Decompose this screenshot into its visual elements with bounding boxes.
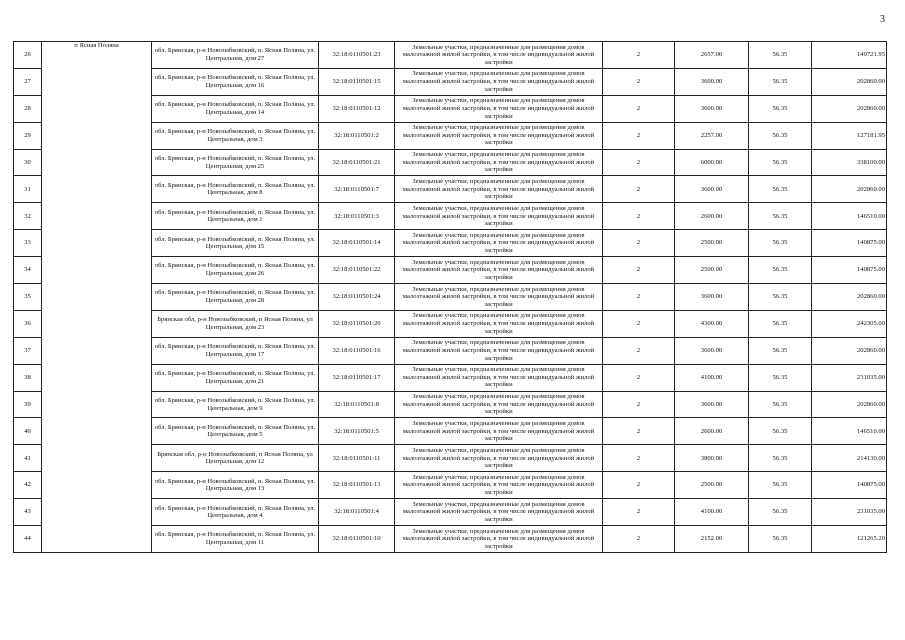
land-use-description: Земельные участки, предназначенные для размещения домов малоэтажной жилой застройки, в том числе индивидуальной жилой застройки	[395, 149, 603, 176]
cadastral-number: 32:18:0110501:13	[319, 472, 395, 499]
parcel-address: обл. Брянская, р-н Новозыбковский, п. Ясная Поляна, ул. Центральная, дом 13	[152, 472, 319, 499]
cadastral-value: 338100.00	[812, 149, 887, 176]
cadastral-number: 32:18:0110501:5	[319, 418, 395, 445]
cadastral-number: 32:18:0110501:2	[319, 122, 395, 149]
row-number: 37	[14, 337, 42, 364]
land-use-description: Земельные участки, предназначенные для размещения домов малоэтажной жилой застройки, в том числе индивидуальной жилой застройки	[395, 68, 603, 95]
specific-value: 56.35	[749, 337, 812, 364]
specific-value: 56.35	[749, 310, 812, 337]
specific-value: 56.35	[749, 176, 812, 203]
specific-value: 56.35	[749, 526, 812, 553]
parcel-address: обл. Брянская, р-н Новозыбковский, п. Ясная Поляна, ул. Центральная, дом 27	[152, 42, 319, 69]
land-use-description: Земельные участки, предназначенные для размещения домов малоэтажной жилой застройки, в том числе индивидуальной жилой застройки	[395, 364, 603, 391]
specific-value: 56.35	[749, 391, 812, 418]
row-number: 44	[14, 526, 42, 553]
row-number: 33	[14, 230, 42, 257]
table-row	[14, 42, 887, 69]
row-number: 40	[14, 418, 42, 445]
cadastral-value: 231035.00	[812, 364, 887, 391]
row-number: 39	[14, 391, 42, 418]
land-class: 2	[603, 176, 675, 203]
land-use-description: Земельные участки, предназначенные для размещения домов малоэтажной жилой застройки, в том числе индивидуальной жилой застройки	[395, 257, 603, 284]
specific-value: 56.35	[749, 284, 812, 311]
row-number: 43	[14, 499, 42, 526]
land-class: 2	[603, 42, 675, 69]
land-class: 2	[603, 526, 675, 553]
parcel-area: 3800.00	[675, 445, 749, 472]
specific-value: 56.35	[749, 203, 812, 230]
parcel-address: Брянская обл, р-н Новозыбковский, п Ясная Поляна, ул Центральная, дом 12	[152, 445, 319, 472]
land-use-description: Земельные участки, предназначенные для размещения домов малоэтажной жилой застройки, в том числе индивидуальной жилой застройки	[395, 310, 603, 337]
parcel-address: обл. Брянская, р-н Новозыбковский, п. Ясная Поляна, ул. Центральная, дом 1	[152, 203, 319, 230]
parcel-address: обл. Брянская, р-н Новозыбковский, п. Ясная Поляна, ул. Центральная, дом 11	[152, 526, 319, 553]
cadastral-number: 32:18:0110501:24	[319, 284, 395, 311]
land-use-description: Земельные участки, предназначенные для размещения домов малоэтажной жилой застройки, в том числе индивидуальной жилой застройки	[395, 418, 603, 445]
parcel-address: обл. Брянская, р-н Новозыбковский, п. Ясная Поляна, ул. Центральная, дом 28	[152, 284, 319, 311]
parcel-area: 2657.00	[675, 42, 749, 69]
cadastral-number: 32:18:0110501:4	[319, 499, 395, 526]
row-number: 41	[14, 445, 42, 472]
cadastral-value: 146510.00	[812, 418, 887, 445]
cadastral-value: 121265.20	[812, 526, 887, 553]
parcel-area: 3600.00	[675, 176, 749, 203]
specific-value: 56.35	[749, 499, 812, 526]
land-use-description: Земельные участки, предназначенные для размещения домов малоэтажной жилой застройки, в том числе индивидуальной жилой застройки	[395, 122, 603, 149]
row-number: 26	[14, 42, 42, 69]
cadastral-value: 202860.00	[812, 68, 887, 95]
cadastral-value: 202860.00	[812, 176, 887, 203]
cadastral-number: 32:18:0110501:8	[319, 391, 395, 418]
parcel-address: обл. Брянская, р-н Новозыбковский, п. Ясная Поляна, ул. Центральная, дом 21	[152, 364, 319, 391]
parcel-area: 2500.00	[675, 472, 749, 499]
parcel-address: обл. Брянская, р-н Новозыбковский, п. Ясная Поляна, ул. Центральная, дом 17	[152, 337, 319, 364]
cadastral-value: 202860.00	[812, 284, 887, 311]
cadastral-number: 32:18:0110501:17	[319, 364, 395, 391]
cadastral-value: 202860.00	[812, 391, 887, 418]
parcel-area: 2500.00	[675, 230, 749, 257]
land-use-description: Земельные участки, предназначенные для размещения домов малоэтажной жилой застройки, в том числе индивидуальной жилой застройки	[395, 499, 603, 526]
parcel-area: 3600.00	[675, 95, 749, 122]
land-class: 2	[603, 391, 675, 418]
parcel-area: 3600.00	[675, 284, 749, 311]
parcel-address: обл. Брянская, р-н Новозыбковский, п. Ясная Поляна, ул. Центральная, дом 4	[152, 499, 319, 526]
land-class: 2	[603, 203, 675, 230]
cadastral-value: 149721.95	[812, 42, 887, 69]
cadastral-number: 32:18:0110501:11	[319, 445, 395, 472]
parcel-address: обл. Брянская, р-н Новозыбковский, п. Ясная Поляна, ул. Центральная, дом 25	[152, 149, 319, 176]
parcel-area: 3600.00	[675, 391, 749, 418]
land-class: 2	[603, 418, 675, 445]
specific-value: 56.35	[749, 95, 812, 122]
parcel-address: Брянская обл, р-н Новозыбковский, п Ясная Поляна, ул Центральная, дом 23	[152, 310, 319, 337]
parcel-area: 2257.00	[675, 122, 749, 149]
parcel-address: обл. Брянская, р-н Новозыбковский, п. Ясная Поляна, ул. Центральная, дом 9	[152, 391, 319, 418]
cadastral-value: 242305.00	[812, 310, 887, 337]
settlement-name: п Ясная Поляна	[42, 42, 152, 553]
parcel-area: 3600.00	[675, 337, 749, 364]
cadastral-value: 214130.00	[812, 445, 887, 472]
land-class: 2	[603, 257, 675, 284]
cadastral-number: 32:18:0110501:22	[319, 257, 395, 284]
land-use-description: Земельные участки, предназначенные для размещения домов малоэтажной жилой застройки, в том числе индивидуальной жилой застройки	[395, 391, 603, 418]
row-number: 32	[14, 203, 42, 230]
cadastral-number: 32:18:0110501:21	[319, 149, 395, 176]
row-number: 42	[14, 472, 42, 499]
parcel-area: 2152.00	[675, 526, 749, 553]
cadastral-number: 32:18:0110501:7	[319, 176, 395, 203]
land-parcel-table	[13, 41, 887, 553]
page-number: 3	[880, 14, 885, 25]
specific-value: 56.35	[749, 68, 812, 95]
parcel-address: обл. Брянская, р-н Новозыбковский, п. Ясная Поляна, ул. Центральная, дом 26	[152, 257, 319, 284]
specific-value: 56.35	[749, 230, 812, 257]
cadastral-value: 127181.95	[812, 122, 887, 149]
land-use-description: Земельные участки, предназначенные для размещения домов малоэтажной жилой застройки, в том числе индивидуальной жилой застройки	[395, 176, 603, 203]
specific-value: 56.35	[749, 364, 812, 391]
land-class: 2	[603, 472, 675, 499]
cadastral-number: 32:18:0110501:23	[319, 42, 395, 69]
row-number: 36	[14, 310, 42, 337]
specific-value: 56.35	[749, 122, 812, 149]
row-number: 34	[14, 257, 42, 284]
cadastral-value: 231035.00	[812, 499, 887, 526]
land-class: 2	[603, 95, 675, 122]
land-class: 2	[603, 337, 675, 364]
cadastral-value: 140875.00	[812, 230, 887, 257]
land-use-description: Земельные участки, предназначенные для размещения домов малоэтажной жилой застройки, в том числе индивидуальной жилой застройки	[395, 445, 603, 472]
row-number: 29	[14, 122, 42, 149]
parcel-address: обл. Брянская, р-н Новозыбковский, п. Ясная Поляна, ул. Центральная, дом 5	[152, 418, 319, 445]
land-class: 2	[603, 122, 675, 149]
land-use-description: Земельные участки, предназначенные для размещения домов малоэтажной жилой застройки, в том числе индивидуальной жилой застройки	[395, 284, 603, 311]
land-use-description: Земельные участки, предназначенные для размещения домов малоэтажной жилой застройки, в том числе индивидуальной жилой застройки	[395, 526, 603, 553]
specific-value: 56.35	[749, 472, 812, 499]
land-use-description: Земельные участки, предназначенные для размещения домов малоэтажной жилой застройки, в том числе индивидуальной жилой застройки	[395, 203, 603, 230]
parcel-area: 4300.00	[675, 310, 749, 337]
land-class: 2	[603, 149, 675, 176]
specific-value: 56.35	[749, 445, 812, 472]
land-class: 2	[603, 230, 675, 257]
parcel-address: обл. Брянская, р-н Новозыбковский, п. Ясная Поляна, ул. Центральная, дом 8	[152, 176, 319, 203]
parcel-area: 6000.00	[675, 149, 749, 176]
row-number: 38	[14, 364, 42, 391]
parcel-address: обл. Брянская, р-н Новозыбковский, п. Ясная Поляна, ул. Центральная, дом 16	[152, 68, 319, 95]
parcel-address: обл. Брянская, р-н Новозыбковский, п. Ясная Поляна, ул. Центральная, дом 3	[152, 122, 319, 149]
land-class: 2	[603, 364, 675, 391]
cadastral-number: 32:18:0110501:3	[319, 203, 395, 230]
land-class: 2	[603, 68, 675, 95]
cadastral-number: 32:18:0110501:14	[319, 230, 395, 257]
row-number: 28	[14, 95, 42, 122]
land-use-description: Земельные участки, предназначенные для размещения домов малоэтажной жилой застройки, в том числе индивидуальной жилой застройки	[395, 95, 603, 122]
parcel-area: 2600.00	[675, 418, 749, 445]
parcel-area: 3600.00	[675, 68, 749, 95]
cadastral-value: 140875.00	[812, 257, 887, 284]
cadastral-value: 202860.00	[812, 337, 887, 364]
parcel-address: обл. Брянская, р-н Новозыбковский, п. Ясная Поляна, ул. Центральная, дом 14	[152, 95, 319, 122]
parcel-area: 2500.00	[675, 257, 749, 284]
land-class: 2	[603, 445, 675, 472]
land-use-description: Земельные участки, предназначенные для размещения домов малоэтажной жилой застройки, в том числе индивидуальной жилой застройки	[395, 472, 603, 499]
parcel-area: 4100.00	[675, 499, 749, 526]
land-class: 2	[603, 310, 675, 337]
specific-value: 56.35	[749, 257, 812, 284]
land-class: 2	[603, 284, 675, 311]
cadastral-number: 32:18:0110501:16	[319, 337, 395, 364]
specific-value: 56.35	[749, 42, 812, 69]
row-number: 31	[14, 176, 42, 203]
cadastral-value: 140875.00	[812, 472, 887, 499]
row-number: 30	[14, 149, 42, 176]
cadastral-number: 32:18:0110501:15	[319, 68, 395, 95]
cadastral-number: 32:18:0110501:12	[319, 95, 395, 122]
cadastral-number: 32:18:0110501:20	[319, 310, 395, 337]
cadastral-number: 32:18:0110501:10	[319, 526, 395, 553]
row-number: 27	[14, 68, 42, 95]
land-use-description: Земельные участки, предназначенные для размещения домов малоэтажной жилой застройки, в том числе индивидуальной жилой застройки	[395, 230, 603, 257]
land-class: 2	[603, 499, 675, 526]
row-number: 35	[14, 284, 42, 311]
parcel-address: обл. Брянская, р-н Новозыбковский, п. Ясная Поляна, ул. Центральная, дом 15	[152, 230, 319, 257]
land-use-description: Земельные участки, предназначенные для размещения домов малоэтажной жилой застройки, в том числе индивидуальной жилой застройки	[395, 42, 603, 69]
parcel-area: 4100.00	[675, 364, 749, 391]
specific-value: 56.35	[749, 149, 812, 176]
cadastral-value: 146510.00	[812, 203, 887, 230]
land-use-description: Земельные участки, предназначенные для размещения домов малоэтажной жилой застройки, в том числе индивидуальной жилой застройки	[395, 337, 603, 364]
parcel-area: 2600.00	[675, 203, 749, 230]
cadastral-value: 202860.00	[812, 95, 887, 122]
specific-value: 56.35	[749, 418, 812, 445]
